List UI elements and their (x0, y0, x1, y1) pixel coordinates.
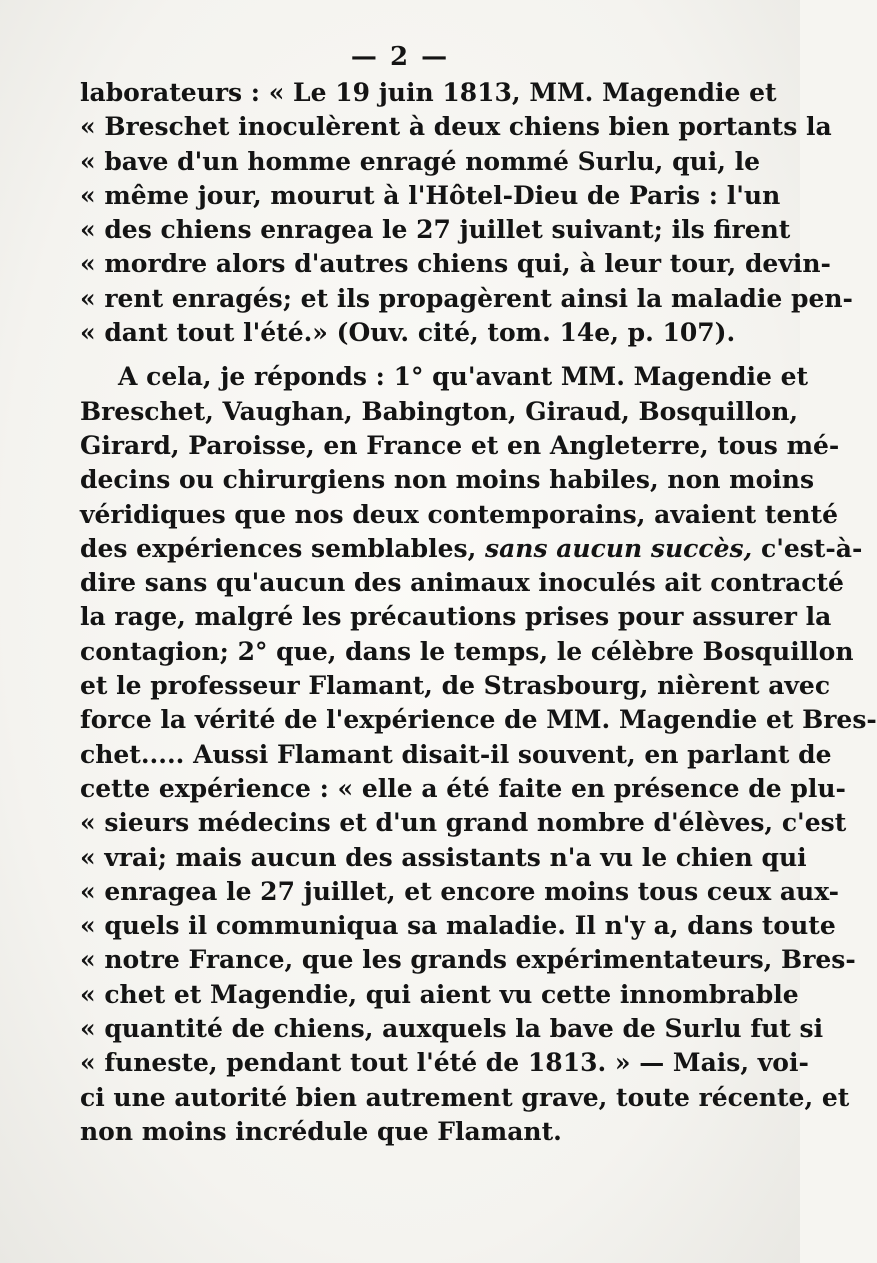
text-line: Breschet, Vaughan, Babington, Giraud, Bosquillon, (80, 396, 799, 426)
text-line: la rage, malgré les précautions prises pour assurer la (80, 602, 832, 632)
text-line: « rent enragés; et ils propagèrent ainsi la maladie pen- (80, 283, 853, 313)
text-line: et le professeur Flamant, de Strasbourg, nièrent avec (80, 671, 831, 701)
text-line: « des chiens enragea le 27 juillet suivant; ils firent (80, 215, 791, 245)
text-line: « mordre alors d'autres chiens qui, à leur tour, devin- (80, 249, 831, 279)
body-text (80, 76, 877, 1149)
text-line: contagion; 2° que, dans le temps, le célèbre Bosquillon (80, 636, 854, 666)
page-number: — 2 — (350, 42, 450, 72)
text-span: des expériences semblables, (80, 533, 485, 563)
text-line: « chet et Magendie, qui aient vu cette innombrable (80, 979, 799, 1009)
text-line: decins ou chirurgiens non moins habiles, non moins (80, 465, 815, 495)
text-line: cette expérience : « elle a été faite en présence de plu- (80, 773, 846, 803)
text-line: dire sans qu'aucun des animaux inoculés ait contracté (80, 568, 844, 598)
paragraph-quote (80, 76, 853, 350)
text-line: ci une autorité bien autrement grave, toute récente, et (80, 1082, 850, 1112)
text-line: Girard, Paroisse, en France et en Angleterre, tous mé- (80, 430, 840, 460)
text-line: A cela, je réponds : 1° qu'avant MM. Magendie et (118, 362, 809, 392)
text-line: « Breschet inoculèrent à deux chiens bien portants la (80, 112, 832, 142)
text-line: « bave d'un homme enragé nommé Surlu, qui, le (80, 146, 761, 176)
text-line-mixed (80, 532, 863, 566)
text-line: véridiques que nos deux contemporains, avaient tenté (80, 499, 838, 529)
text-span: c'est-à- (752, 533, 863, 563)
text-line: chet..... Aussi Flamant disait-il souvent, en parlant de (80, 739, 832, 769)
text-line: laborateurs : « Le 19 juin 1813, MM. Magendie et (80, 78, 777, 107)
paragraph-response (80, 360, 877, 1149)
text-line: force la vérité de l'expérience de MM. Magendie et Bres- (80, 705, 877, 735)
italic-emphasis: sans aucun succès, (485, 533, 753, 563)
text-line: « dant tout l'été.» (Ouv. cité, tom. 14e, p. 107). (80, 318, 736, 348)
text-line: « quels il communiqua sa maladie. Il n'y a, dans toute (80, 911, 836, 941)
text-line: « sieurs médecins et d'un grand nombre d'élèves, c'est (80, 808, 847, 838)
text-line: « vrai; mais aucun des assistants n'a vu le chien qui (80, 842, 807, 872)
text-line: « même jour, mourut à l'Hôtel-Dieu de Paris : l'un (80, 180, 781, 210)
text-line: « quantité de chiens, auxquels la bave de Surlu fut si (80, 1014, 824, 1044)
text-line: « enragea le 27 juillet, et encore moins tous ceux aux- (80, 876, 840, 906)
text-line: « funeste, pendant tout l'été de 1813. » — Mais, voi- (80, 1048, 809, 1078)
text-line: non moins incrédule que Flamant. (80, 1116, 562, 1146)
paragraph-gap (80, 350, 710, 360)
text-line: « notre France, que les grands expérimentateurs, Bres- (80, 945, 856, 975)
